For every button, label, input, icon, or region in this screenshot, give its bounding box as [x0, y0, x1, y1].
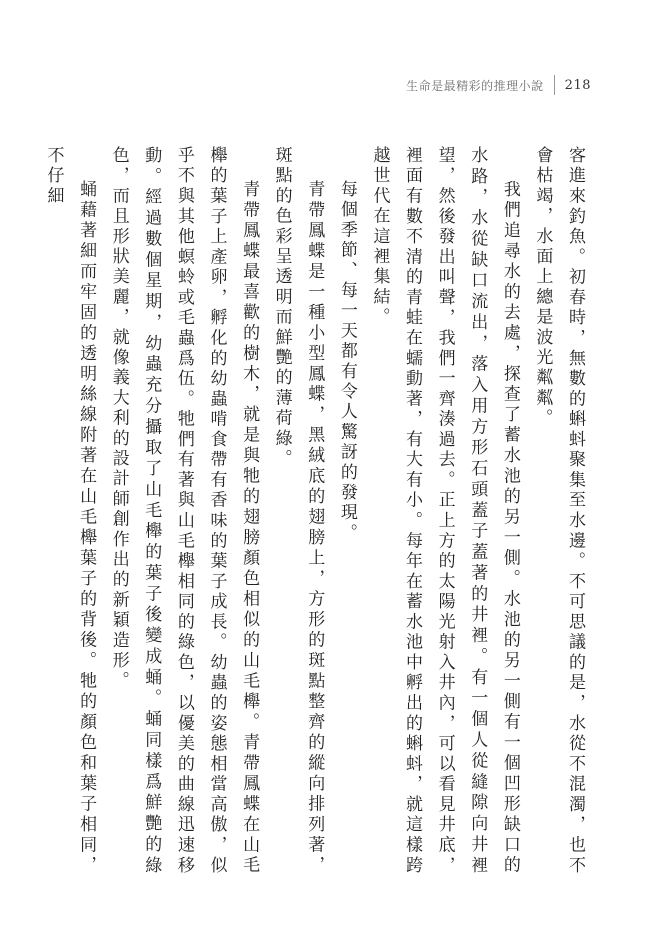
body-text	[43, 146, 591, 876]
paragraph: 蛹藉著細而牢固的透明絲線附著在山毛櫸葉子的背後。牠的顏色和葉子相同，不仔細	[43, 146, 97, 876]
header-divider	[554, 75, 555, 95]
paragraph: 青帶鳳蝶最喜歡的樹木，就是與牠的翅膀顏色相似的山毛櫸。青帶鳳蝶在山毛櫸的葉子上產卵，孵化的幼蟲啃食帶有香味的葉子成長。幼蟲的姿態相當高傲，似乎不與其他螟蛉或毛蟲爲伍。牠們有著與山毛櫸相同的綠色，以優美的曲線迅速移動。經過數個星期，幼蟲充分攝取了山毛櫸的葉子後變成蛹。蛹同樣爲鮮艷的綠色，而且形狀美麗，就像義大利的設計師創作出的新穎造形。	[108, 146, 260, 876]
running-header	[406, 76, 591, 94]
page-number: 218	[564, 77, 591, 93]
paragraph: 我們追尋水的去處，探查了蓄水池的另一側。水池的另一側有一個凹形缺口的水路，水從缺口流出，落入用方形石頭蓋子蓋著的井裡。有一個人從縫隙向井裡望，然後發出叫聲，我們一齊湊過去。正上方的太陽光射入井內，可以看見井底，裡面有數不清的青蛙在蠕動著，有大有小。每年在蓄水池中孵出的蝌蚪，就這樣跨越世代在這裡集結。	[369, 146, 520, 876]
paragraph: 客進來釣魚。初春時，無數的蝌蚪聚集至水邊。不可思議的是，水從不混濁，也不會枯竭，水面上總是波光粼粼。	[532, 146, 585, 876]
book-title: 生命是最精彩的推理小說	[406, 78, 544, 93]
paragraph: 每個季節、每一天都有令人驚訝的發現。	[336, 180, 357, 544]
paragraph: 青帶鳳蝶是一種小型鳳蝶，黑絨底的翅膀上，方形的斑點整齊的縱向排列著，斑點的色彩呈透明而鮮艷的薄荷綠。	[271, 146, 325, 876]
